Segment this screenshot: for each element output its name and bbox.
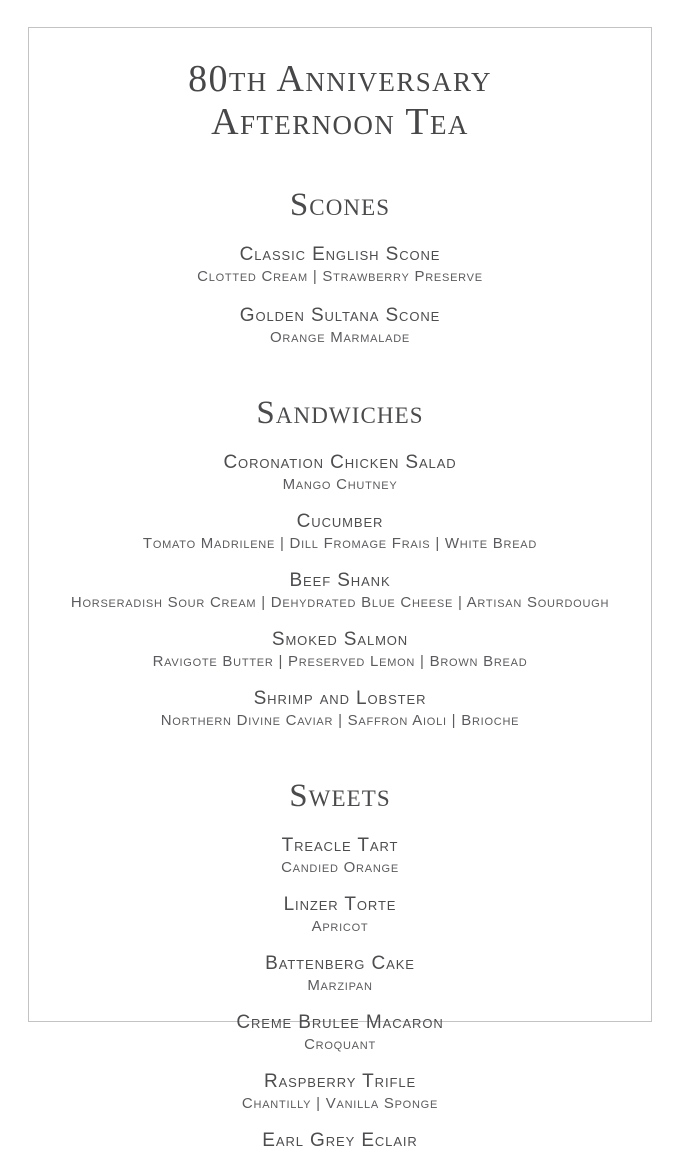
menu-item bbox=[47, 1130, 633, 1152]
menu-item-description: Orange Marmalade bbox=[270, 329, 410, 346]
section-heading-sandwiches: Sandwiches bbox=[256, 395, 424, 431]
menu-item-name: Classic English Scone bbox=[239, 244, 441, 265]
menu-item-description: Croquant bbox=[304, 1036, 376, 1053]
menu-item bbox=[47, 511, 633, 553]
menu-item-description: Tomato Madrilene | Dill Fromage Frais | White Bread bbox=[142, 535, 538, 552]
section-items-sandwiches bbox=[47, 452, 633, 730]
menu-item-description: Marzipan bbox=[307, 977, 373, 994]
menu-item-name: Cucumber bbox=[296, 511, 384, 532]
menu-item-name: Creme Brulee Macaron bbox=[236, 1012, 444, 1033]
menu-item bbox=[47, 1012, 633, 1054]
menu-item-name: Shrimp and Lobster bbox=[253, 688, 427, 709]
menu-item bbox=[47, 688, 633, 730]
menu-item-description: Mango Chutney bbox=[282, 476, 398, 493]
menu-item-name: Treacle Tart bbox=[281, 835, 399, 856]
menu-item-name: Linzer Torte bbox=[283, 894, 397, 915]
menu-item-description: Ravigote Butter | Preserved Lemon | Brown Bread bbox=[152, 653, 528, 670]
menu-item bbox=[47, 244, 633, 286]
section-heading-sweets: Sweets bbox=[289, 778, 391, 814]
menu-item bbox=[47, 629, 633, 671]
section-items-scones bbox=[47, 244, 633, 347]
menu-section-sandwiches bbox=[47, 395, 633, 730]
menu-item bbox=[47, 1071, 633, 1113]
menu-item-name: Smoked Salmon bbox=[271, 629, 409, 650]
menu-item-name: Beef Shank bbox=[289, 570, 391, 591]
menu-item-name: Raspberry Trifle bbox=[263, 1071, 417, 1092]
section-items-sweets bbox=[47, 835, 633, 1152]
menu-item-name: Earl Grey Eclair bbox=[262, 1130, 418, 1151]
menu-section-sweets bbox=[47, 778, 633, 1152]
menu-item-description: Chantilly | Vanilla Sponge bbox=[241, 1095, 439, 1112]
menu-item bbox=[47, 894, 633, 936]
menu-section-scones bbox=[47, 187, 633, 347]
menu-item-description: Northern Divine Caviar | Saffron Aioli | Brioche bbox=[160, 712, 520, 729]
menu-item-name: Coronation Chicken Salad bbox=[223, 452, 457, 473]
menu-item-name: Battenberg Cake bbox=[265, 953, 415, 974]
menu-item bbox=[47, 953, 633, 995]
menu-item-name: Golden Sultana Scone bbox=[239, 305, 441, 326]
menu-item-description: Clotted Cream | Strawberry Preserve bbox=[197, 268, 483, 285]
menu-item-description: Apricot bbox=[311, 918, 369, 935]
menu-border-frame bbox=[28, 27, 652, 1151]
menu-title-line-1: 80th Anniversary bbox=[188, 58, 492, 100]
menu-item-description: Horseradish Sour Cream | Dehydrated Blue Cheese | Artisan Sourdough bbox=[70, 594, 610, 611]
menu-item bbox=[47, 835, 633, 877]
menu-title-line-2: Afternoon Tea bbox=[211, 101, 469, 143]
menu-item bbox=[47, 305, 633, 347]
menu-item-description: Candied Orange bbox=[281, 859, 399, 876]
menu-title bbox=[47, 56, 633, 144]
section-heading-scones: Scones bbox=[289, 187, 391, 223]
menu-item bbox=[47, 452, 633, 494]
menu-item bbox=[47, 570, 633, 612]
